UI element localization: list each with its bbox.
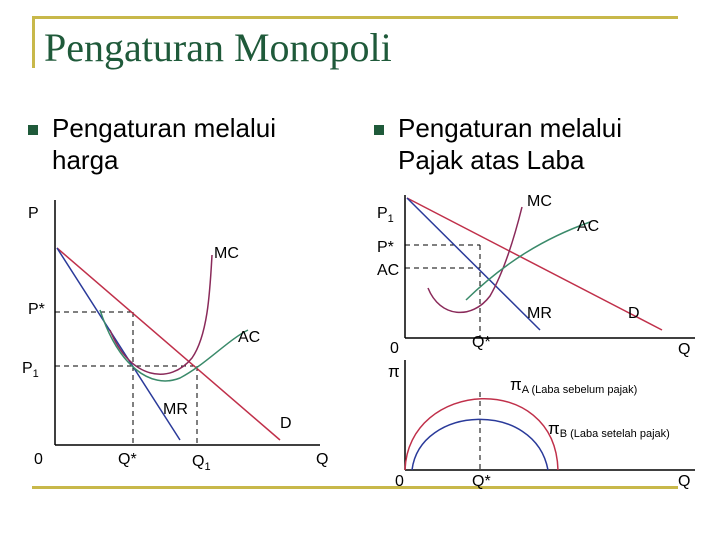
left-p1-label (22, 360, 39, 380)
left-q1-main: Q (192, 453, 205, 470)
left-mr-label: MR (163, 401, 188, 418)
right-top-graph (377, 193, 695, 358)
pi-a-main: π (510, 375, 522, 394)
right-top-origin-label: 0 (390, 340, 399, 357)
pi-b-sub: B (Laba setelah pajak) (559, 428, 670, 440)
left-ac-label: AC (238, 329, 261, 346)
left-bullet-line1: Pengaturan melalui (52, 113, 277, 143)
left-ac-curve (100, 310, 248, 381)
left-q-label: Q (316, 451, 329, 468)
right-top-q-label: Q (678, 341, 691, 358)
left-graph (22, 200, 328, 473)
pi-a-curve (405, 399, 558, 470)
left-bullet-line2: harga (52, 145, 119, 175)
pi-b-label (548, 419, 670, 440)
pi-b-main: π (548, 419, 560, 438)
left-mc-label: MC (214, 245, 239, 262)
left-q1-label (192, 453, 211, 473)
right-ac-label: AC (577, 218, 600, 235)
right-bottom-q-star-label: Q* (472, 473, 491, 490)
right-p-star-label: P* (377, 239, 394, 256)
left-origin-label: 0 (34, 451, 43, 468)
left-mc-curve (110, 255, 212, 374)
right-mr-label: MR (527, 305, 552, 322)
left-p-star-label: P* (28, 301, 45, 318)
right-top-q-star-label: Q* (472, 334, 491, 351)
right-mc-label: MC (527, 193, 552, 210)
right-bullet-line2: Pajak atas Laba (398, 145, 585, 175)
pi-a-label (510, 375, 637, 396)
right-p1-label (377, 205, 394, 225)
left-p-label: P (28, 205, 39, 222)
pi-a-sub: A (Laba sebelum pajak) (521, 384, 638, 396)
left-q-star-label: Q* (118, 451, 137, 468)
right-bottom-q-label: Q (678, 473, 691, 490)
left-p1-main: P (22, 360, 33, 377)
right-bottom-graph (388, 360, 695, 490)
right-d-label: D (628, 305, 640, 322)
left-p1-sub: 1 (32, 368, 39, 380)
slide-title: Pengaturan Monopoli (44, 25, 392, 70)
left-mr-curve (57, 248, 180, 440)
left-d-label: D (280, 415, 292, 432)
right-mc-curve (428, 207, 522, 312)
right-ac-left-label: AC (377, 262, 400, 279)
right-bottom-origin-label: 0 (395, 473, 404, 490)
right-pi-label: π (388, 362, 400, 381)
right-p1-main: P (377, 205, 388, 222)
right-p1-sub: 1 (387, 213, 394, 225)
left-q1-sub: 1 (204, 461, 211, 473)
right-bullet-line1: Pengaturan melalui (398, 113, 623, 143)
pi-b-curve (412, 419, 548, 470)
